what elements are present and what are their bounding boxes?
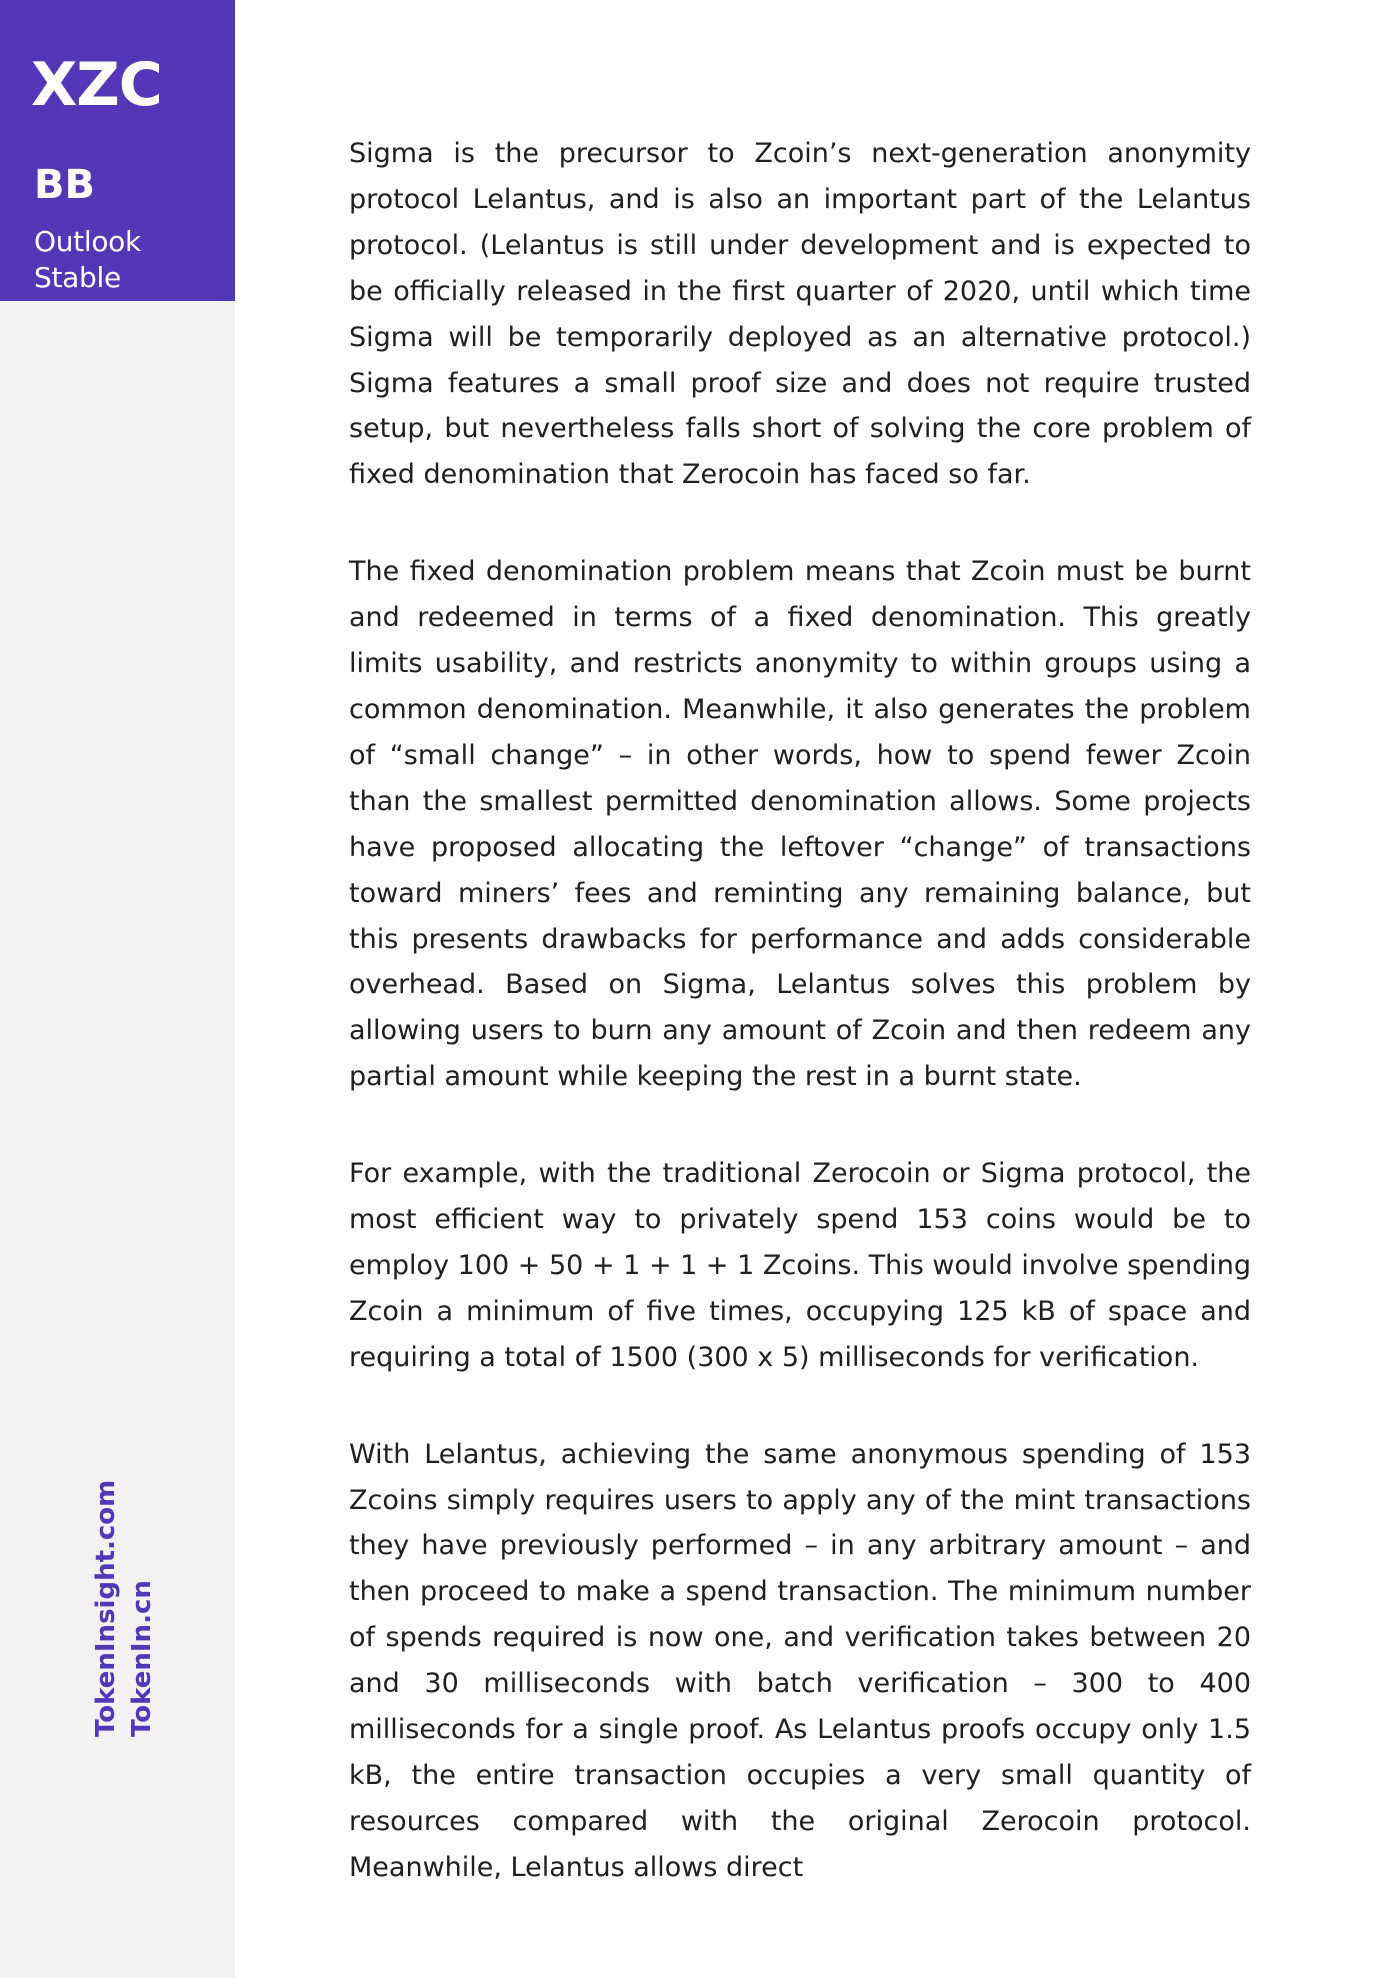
rating-badge	[0, 0, 235, 301]
ticker-symbol: XZC	[31, 50, 162, 120]
body-text	[349, 131, 1251, 1942]
site-link-tokeninsight-com[interactable]: TokenInsight.com	[91, 1479, 121, 1737]
site-links	[88, 1480, 160, 1737]
outlook-label: Outlook Stable	[34, 225, 141, 294]
rating-grade: BB	[34, 162, 95, 208]
paragraph-example-zerocoin: For example, with the traditional Zerocoin or Sigma protocol, the most efficient way to privately spend 153 coins would be to employ 100 + 50 + 1 + 1 + 1 Zcoins. This would involve spending Zcoin a minimum of five times, occupying 125 kB of space and requiring a total of 1500 (300 x 5) milliseconds for verification.	[349, 1158, 1251, 1373]
site-link-tokenin-cn[interactable]: TokenIn.cn	[127, 1580, 157, 1737]
paragraph-fixed-denomination: The fixed denomination problem means that Zcoin must be burnt and redeemed in terms of a fixed denomination. This greatly limits usability, and restricts anonymity to within groups using a common denomination. Meanwhile, it also generates the problem of “small change” – in other words, how to spend fewer Zcoin than the smallest permitted denomination allows. Some projects have proposed allocating the leftover “change” of transactions toward miners’ fees and reminting any remaining balance, but this presents drawbacks for performance and adds considerable overhead. Based on Sigma, Lelantus solves this problem by allowing users to burn any amount of Zcoin and then redeem any partial amount while keeping the rest in a burnt state.	[349, 556, 1251, 1093]
paragraph-lelantus-spending: With Lelantus, achieving the same anonymous spending of 153 Zcoins simply requires users to apply any of the mint transactions they have previously performed – in any arbitrary amount – and then proceed to make a spend transaction. The minimum number of spends required is now one, and verification takes between 20 and 30 milliseconds with batch verification – 300 to 400 milliseconds for a single proof. As Lelantus proofs occupy only 1.5 kB, the entire transaction occupies a very small quantity of resources compared with the original Zerocoin protocol. Meanwhile, Lelantus allows direct	[349, 1438, 1251, 1883]
sidebar	[0, 0, 235, 1978]
paragraph-sigma-intro: Sigma is the precursor to Zcoin’s next-generation anonymity protocol Lelantus, and is also an important part of the Lelantus protocol. (Lelantus is still under development and is expected to be officially released in the first quarter of 2020, until which time Sigma will be temporarily deployed as an alternative protocol.) Sigma features a small proof size and does not require trusted setup, but nevertheless falls short of solving the core problem of fixed denomination that Zerocoin has faced so far.	[349, 138, 1251, 491]
